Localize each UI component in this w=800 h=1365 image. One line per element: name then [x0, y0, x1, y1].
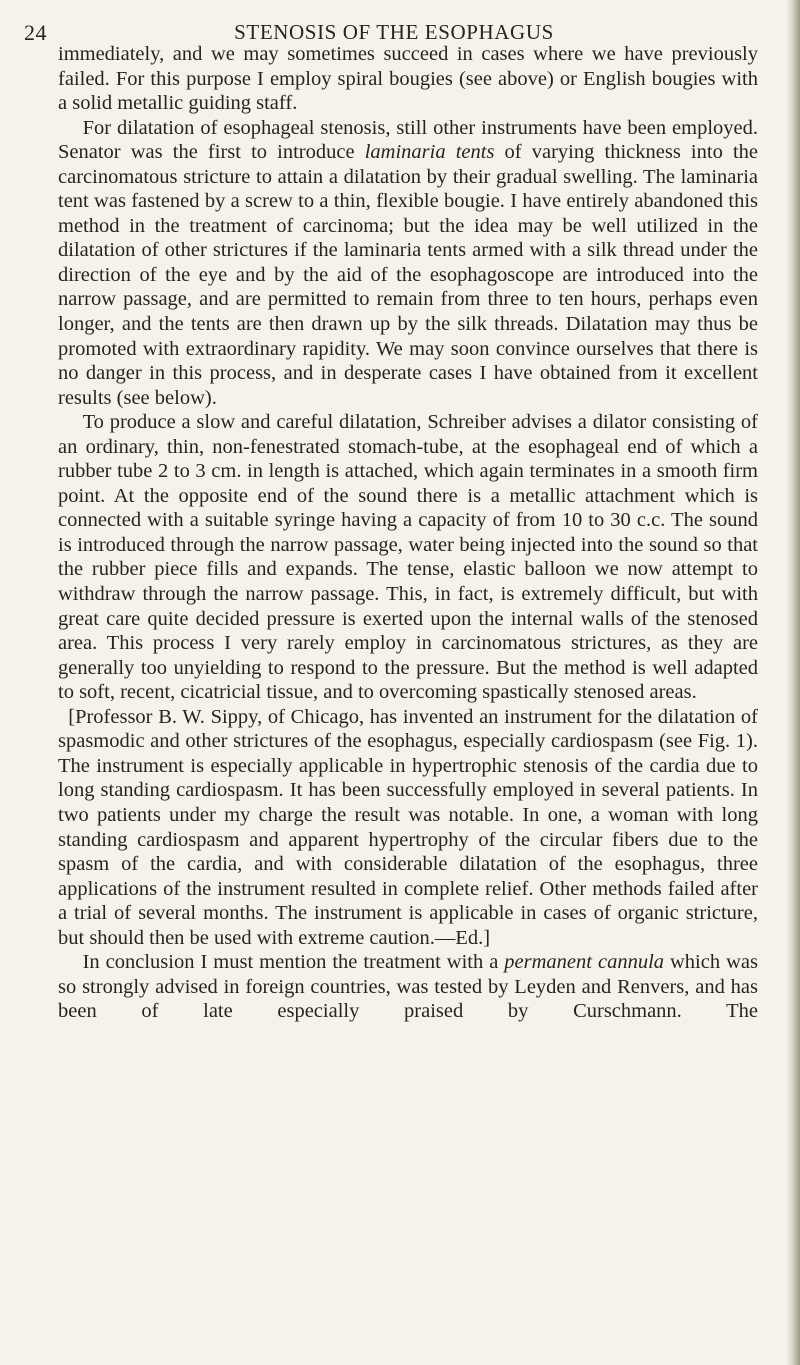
paragraph-2-start: For dilatation of esophageal stenosis, still other instruments have been employed. Senator was the first to introduce [58, 116, 758, 164]
running-title: STENOSIS OF THE ESOPHAGUS [234, 20, 554, 44]
paragraph-5-start: In conclusion I must mention the treatment with a [82, 951, 505, 974]
paragraph-5-end: which was so strongly advised in foreign countries, was tested by Leyden and Renvers, and has been of late especially praised by Curschmann. The [58, 951, 758, 1023]
body-text [58, 42, 758, 1024]
laminaria-tents-term: laminaria tents [364, 141, 495, 164]
page-number: 24 [24, 20, 47, 45]
paragraph-2-end: of varying thickness into the carcinomatous stricture to attain a dilatation by their gradual swelling. The laminaria tent was fastened by a screw to a thin, flexible bougie. I have entirely abandoned this method in the treatment of carcinoma; but the idea may be well utilized in the dilatation of other strictures if the laminaria tents armed with a silk thread under the direction of the eye and by the aid of the esophagoscope are introduced into the narrow passage, and are permitted to remain from three to ten hours, perhaps even longer, and the tents are then drawn up by the silk threads. Dilatation may thus be promoted with extraordinary rapidity. We may soon convince ourselves that there is no danger in this process, and in desperate cases I have obtained from it excellent results (see below). [58, 141, 758, 409]
paragraph-5 [58, 950, 758, 1024]
paragraph-4-editor-note: [Professor B. W. Sippy, of Chicago, has invented an instrument for the dilatation of spasmodic and other strictures of the esophagus, especially cardiospasm (see Fig. 1). The instrument is especially applicable in hypertrophic stenosis of the cardia due to long standing cardiospasm. It has been successfully employed in several patients. In two patients under my charge the result was notable. In one, a woman with long standing cardiospasm and apparent hypertrophy of the circular fibers due to the spasm of the cardia, and with considerable dilatation of the esophagus, three applications of the instrument resulted in complete relief. Other methods failed after a trial of several months. The instrument is applicable in cases of organic stricture, but should then be used with extreme caution.—Ed.] [58, 705, 758, 949]
paragraph-2 [58, 116, 758, 411]
permanent-cannula-term: permanent cannula [504, 951, 665, 974]
paragraph-1: immediately, and we may sometimes succeed in cases where we have previously failed. For this purpose I employ spiral bougies (see above) or English bougies with a solid metallic guiding staff. [58, 43, 758, 115]
page-edge [786, 0, 800, 1365]
paragraph-3: To produce a slow and careful dilatation, Schreiber advises a dilator consisting of an ordinary, thin, non-fenestrated stomach-tube, at the esophageal end of which a rubber tube 2 to 3 cm. in length is attached, which again terminates in a smooth firm point. At the opposite end of the sound there is a metallic attachment which is connected with a suitable syringe having a capacity of from 10 to 30 c.c. The sound is introduced through the narrow passage, water being injected into the sound so that the rubber piece fills and expands. The tense, elastic balloon we now attempt to withdraw through the narrow passage. This, in fact, is extremely difficult, but with great care quite decided pressure is exerted upon the internal walls of the stenosed area. This process I very rarely employ in carcinomatous strictures, as they are generally too unyielding to respond to the pressure. But the method is well adapted to soft, recent, cicatricial tissue, and to overcoming spastically stenosed areas. [58, 411, 758, 704]
